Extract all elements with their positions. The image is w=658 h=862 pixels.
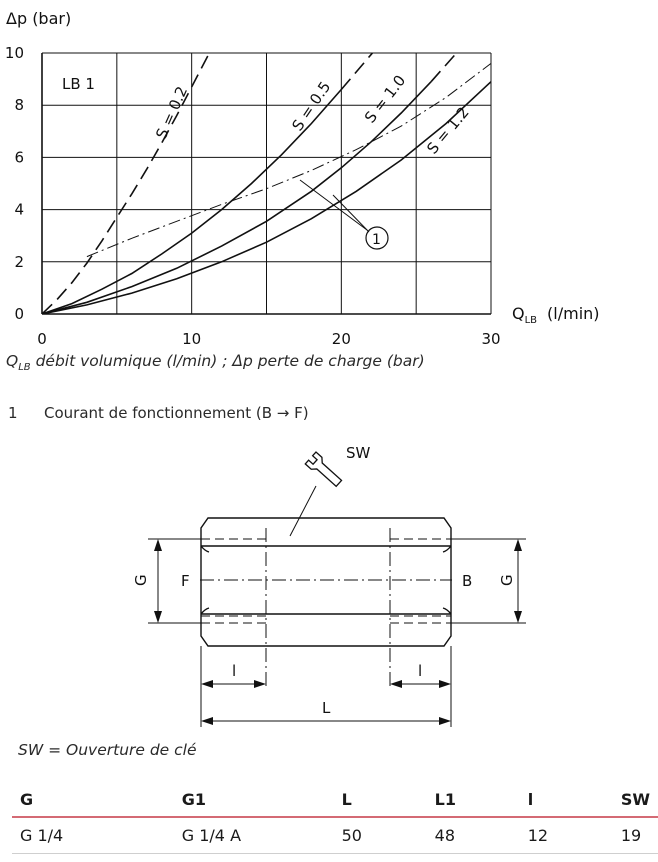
- hex-arc-left-top: [201, 546, 209, 552]
- header-l-lower: l: [520, 782, 613, 817]
- caption-subscript: LB: [18, 362, 31, 374]
- y-axis-label: Δp (bar): [6, 9, 72, 28]
- g-right-label: G: [498, 574, 516, 586]
- arrow-L-a: [201, 717, 213, 725]
- arrow-l-left-b: [254, 680, 266, 688]
- header-l-upper: L: [334, 782, 427, 817]
- chart-title: LB 1: [62, 75, 95, 93]
- header-g1: G1: [174, 782, 334, 817]
- pressure-drop-chart: [0, 0, 658, 350]
- cell-l-lower: 12: [520, 817, 613, 854]
- spec-table: [12, 782, 658, 854]
- sw-leader-line: [290, 486, 316, 536]
- series-label-s10: S = 1.0: [360, 71, 410, 127]
- g-left-label: G: [132, 574, 150, 586]
- y-tick-label: 10: [4, 44, 24, 62]
- cell-g: G 1/4: [12, 817, 174, 854]
- x-tick-label: 30: [481, 330, 501, 348]
- callout-number-1: 1: [372, 232, 381, 248]
- series-label-s02: S = 0.2: [152, 83, 192, 142]
- caption-symbol: Q: [6, 352, 19, 370]
- legend-text: Courant de fonctionnement (B → F): [44, 404, 309, 422]
- series-label-s12: S = 1.2: [423, 103, 473, 158]
- y-tick-label: 4: [14, 200, 24, 219]
- cell-sw: 19: [613, 817, 658, 854]
- x-axis-label-symbol: Q: [512, 304, 525, 323]
- L-total-label: L: [322, 699, 331, 717]
- y-tick-label: 6: [14, 148, 24, 167]
- arrow-g-right-bottom: [514, 611, 522, 623]
- arrow-g-left-top: [154, 539, 162, 551]
- x-axis-label: [512, 304, 600, 326]
- arrow-g-left-bottom: [154, 611, 162, 623]
- hex-arc-right-top: [443, 546, 451, 552]
- f-label: F: [181, 572, 190, 590]
- callout-leader-1a: [300, 180, 367, 230]
- wrench-icon: [305, 452, 344, 489]
- caption-text: débit volumique (l/min) ; Δp perte de charge (bar): [30, 352, 425, 370]
- spec-table-header-row: [12, 782, 658, 817]
- x-tick-label: 20: [331, 330, 351, 348]
- l-left-label: l: [232, 662, 237, 680]
- hex-arc-left-bottom: [201, 608, 209, 614]
- b-label: B: [462, 572, 473, 590]
- y-tick-label: 8: [14, 96, 24, 115]
- cell-l1: 48: [427, 817, 520, 854]
- series-label-s05: S = 0.5: [288, 78, 335, 135]
- fitting-body-outline: [201, 518, 451, 646]
- arrow-l-right-a: [390, 680, 402, 688]
- callout-leader-1b: [333, 195, 369, 232]
- header-g: G: [12, 782, 174, 817]
- chart-grid: [42, 53, 491, 314]
- legend-number: 1: [8, 404, 18, 422]
- chart-caption: [6, 352, 425, 373]
- hex-arc-right-bottom: [443, 608, 451, 614]
- x-tick-label: 10: [182, 330, 202, 348]
- table-row: [12, 817, 658, 854]
- arrow-l-right-b: [439, 680, 451, 688]
- sw-label: SW: [346, 444, 371, 462]
- cell-g1: G 1/4 A: [174, 817, 334, 854]
- y-tick-label: 0: [14, 305, 24, 323]
- y-tick-label: 2: [14, 252, 24, 271]
- sw-note: SW = Ouverture de clé: [18, 741, 197, 759]
- arrow-g-right-top: [514, 539, 522, 551]
- cell-l-upper: 50: [334, 817, 427, 854]
- header-l1: L1: [427, 782, 520, 817]
- x-tick-label: 0: [37, 330, 47, 348]
- series-line: [87, 63, 491, 256]
- arrow-L-b: [439, 717, 451, 725]
- x-axis-label-subscript: LB: [524, 315, 538, 326]
- arrow-l-left-a: [201, 680, 213, 688]
- legend-line: [8, 404, 309, 422]
- x-axis-label-unit: (l/min): [547, 304, 600, 323]
- header-sw: SW: [613, 782, 658, 817]
- l-right-label: l: [418, 662, 423, 680]
